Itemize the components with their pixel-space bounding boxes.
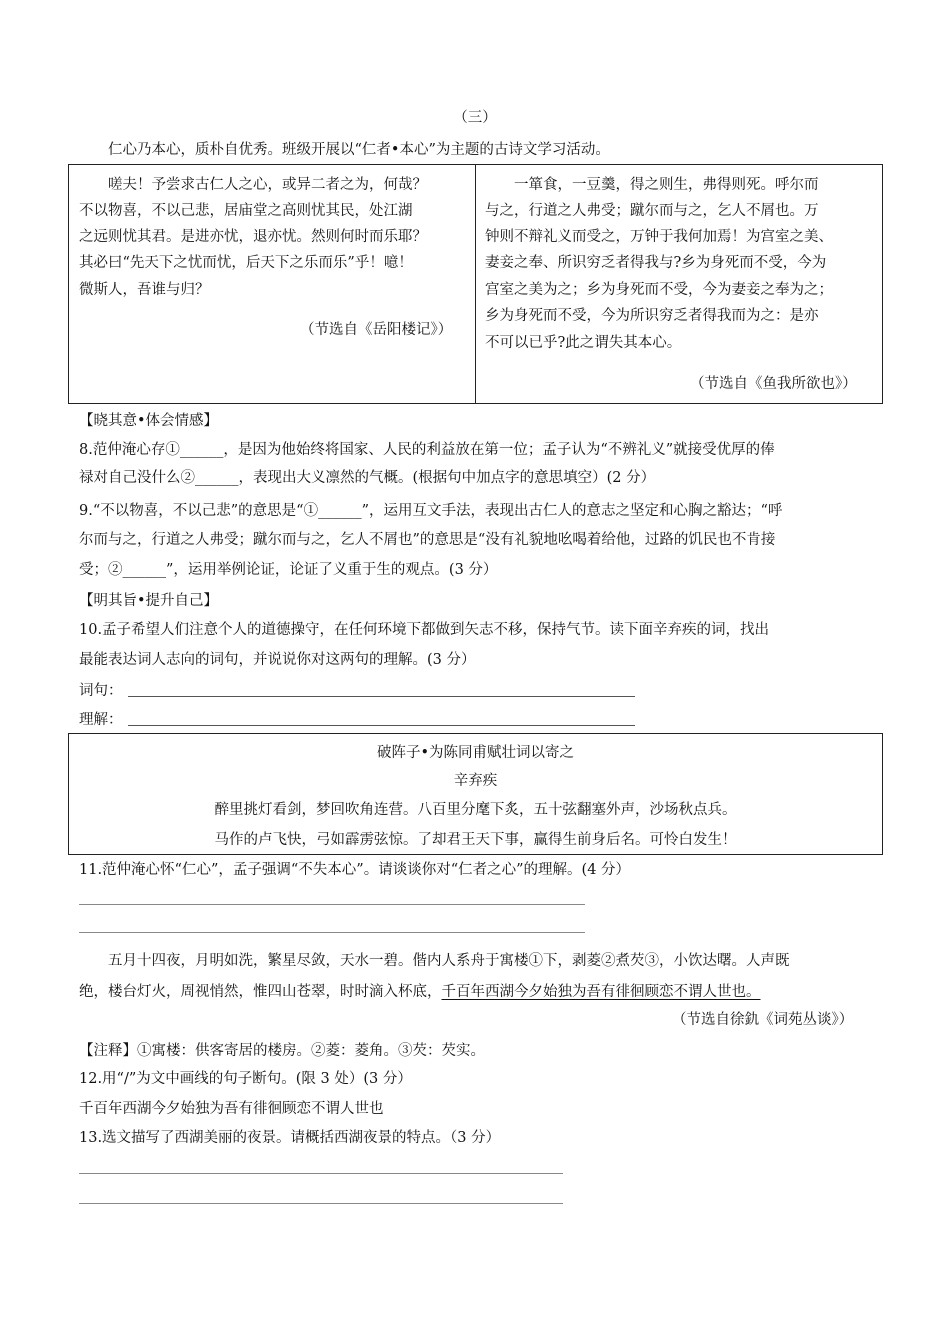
- left-line: 微斯人，吾谁与归？: [79, 282, 210, 298]
- answer-line-ci-ju[interactable]: [128, 696, 635, 697]
- right-line: 妻妾之奉、所识穷乏者得我与?乡为身死而不受，今为: [485, 255, 827, 271]
- right-line: 乡为身死而不受，今为所识穷乏者得我而为之：是亦: [485, 308, 819, 324]
- poem-line: 马作的卢飞快，弓如霹雳弦惊。了却君王天下事，赢得生前身后名。可怜白发生！: [214, 832, 737, 848]
- right-line: 钟则不辩礼义而受之，万钟于我何加焉！为宫室之美、: [485, 229, 833, 245]
- label-li-jie: 理解：: [79, 712, 123, 728]
- label-ci-ju: 词句：: [79, 683, 123, 699]
- left-line: 嗟夫！予尝求古仁人之心，或异二者之为，何哉？: [108, 177, 427, 193]
- heading-understand: 【晓其意•体会情感】: [79, 413, 219, 429]
- passage-3-line: 五月十四夜，月明如洗，繁星尽敛，天水一碧。偕内人系舟于寓楼①下，剥菱②煮芡③，小饮达曙。人声既: [108, 953, 790, 969]
- answer-line-li-jie[interactable]: [128, 725, 635, 726]
- underlined-sentence: 千百年西湖今夕始独为吾有徘徊顾恋不谓人世也。: [441, 984, 761, 1000]
- answer-line-q11[interactable]: [79, 904, 585, 905]
- poem-author: 辛弃疾: [453, 773, 498, 789]
- passage-divider: [475, 164, 476, 404]
- notes: 【注释】①寓楼：供客寄居的楼房。②菱：菱角。③芡：芡实。: [79, 1043, 485, 1059]
- question-9-line: 受；②______”，运用举例论证，论证了义重于生的观点。(3 分）: [79, 562, 498, 578]
- answer-line-q11[interactable]: [79, 932, 585, 933]
- right-source: （节选自《鱼我所欲也》）: [690, 376, 857, 392]
- question-13: 13.选文描写了西湖美丽的夜景。请概括西湖夜景的特点。（3 分）: [79, 1130, 501, 1146]
- left-line: 之远则忧其君。是进亦忧，退亦忧。然则何时而乐耶？: [79, 229, 427, 245]
- right-line: 与之，行道之人弗受；蹴尔而与之，乞人不屑也。万: [485, 203, 819, 219]
- question-11: 11.范仲淹心怀“仁心”，孟子强调“不失本心”。请谈谈你对“仁者之心”的理解。(4 分）: [79, 862, 631, 878]
- right-line: 一箪食，一豆羹，得之则生，弗得则死。呼尔而: [514, 177, 819, 193]
- question-10-line: 10.孟子希望人们注意个人的道德操守，在任何环境下都做到矢志不移，保持气节。读下面辛弃疾的词，找出: [79, 622, 770, 638]
- heading-improve: 【明其旨•提升自己】: [79, 593, 219, 609]
- poem-line: 醉里挑灯看剑，梦回吹角连营。八百里分麾下炙，五十弦翻塞外声，沙场秋点兵。: [214, 802, 737, 818]
- question-8-line: 禄对自己没什么②______，表现出大义凛然的气概。(根据句中加点字的意思填空）(2 分）: [79, 470, 656, 486]
- left-source: （节选自《岳阳楼记》）: [300, 322, 453, 338]
- poem-title: 破阵子•为陈同甫赋壮词以寄之: [376, 745, 575, 761]
- right-line: 不可以已乎?此之谓失其本心。: [485, 335, 682, 351]
- passage-3-line: [79, 982, 761, 1002]
- question-9-line: 9.“不以物喜，不以己悲”的意思是“①______”，运用互文手法，表现出古仁人的意志之坚定和心胸之豁达；“呼: [79, 503, 783, 519]
- question-8-line: 8.范仲淹心存①______，是因为他始终将国家、人民的利益放在第一位；孟子认为“不辨礼义”就接受优厚的俸: [79, 442, 775, 458]
- left-line: 其必曰“先天下之忧而忧，后天下之乐而乐”乎！噫！: [79, 255, 413, 271]
- question-10-line: 最能表达词人志向的词句，并说说你对这两句的理解。(3 分）: [79, 652, 476, 668]
- intro-text: 仁心乃本心，质朴自优秀。班级开展以“仁者•本心”为主题的古诗文学习活动。: [108, 142, 610, 158]
- left-line: 不以物喜，不以己悲，居庙堂之高则忧其民，处江湖: [79, 203, 413, 219]
- passage-3-source: （节选自徐釚《词苑丛谈》）: [672, 1012, 854, 1028]
- section-title: （三）: [453, 110, 497, 126]
- question-12: 12.用“/”为文中画线的句子断句。(限 3 处）(3 分）: [79, 1071, 412, 1087]
- question-12-sentence: 千百年西湖今夕始独为吾有徘徊顾恋不谓人世也: [79, 1101, 384, 1117]
- passage-3-text: 绝，楼台灯火，周视悄然，惟四山苍翠，时时滴入杯底，: [79, 984, 442, 1000]
- question-9-line: 尔而与之，行道之人弗受；蹴尔而与之，乞人不屑也”的意思是“没有礼貌地吆喝着给他，过路的饥民也不肯接: [79, 532, 776, 548]
- answer-line-q13[interactable]: [79, 1203, 563, 1204]
- answer-line-q13[interactable]: [79, 1173, 563, 1174]
- right-line: 宫室之美为之；乡为身死而不受，今为妻妾之奉为之；: [485, 282, 833, 298]
